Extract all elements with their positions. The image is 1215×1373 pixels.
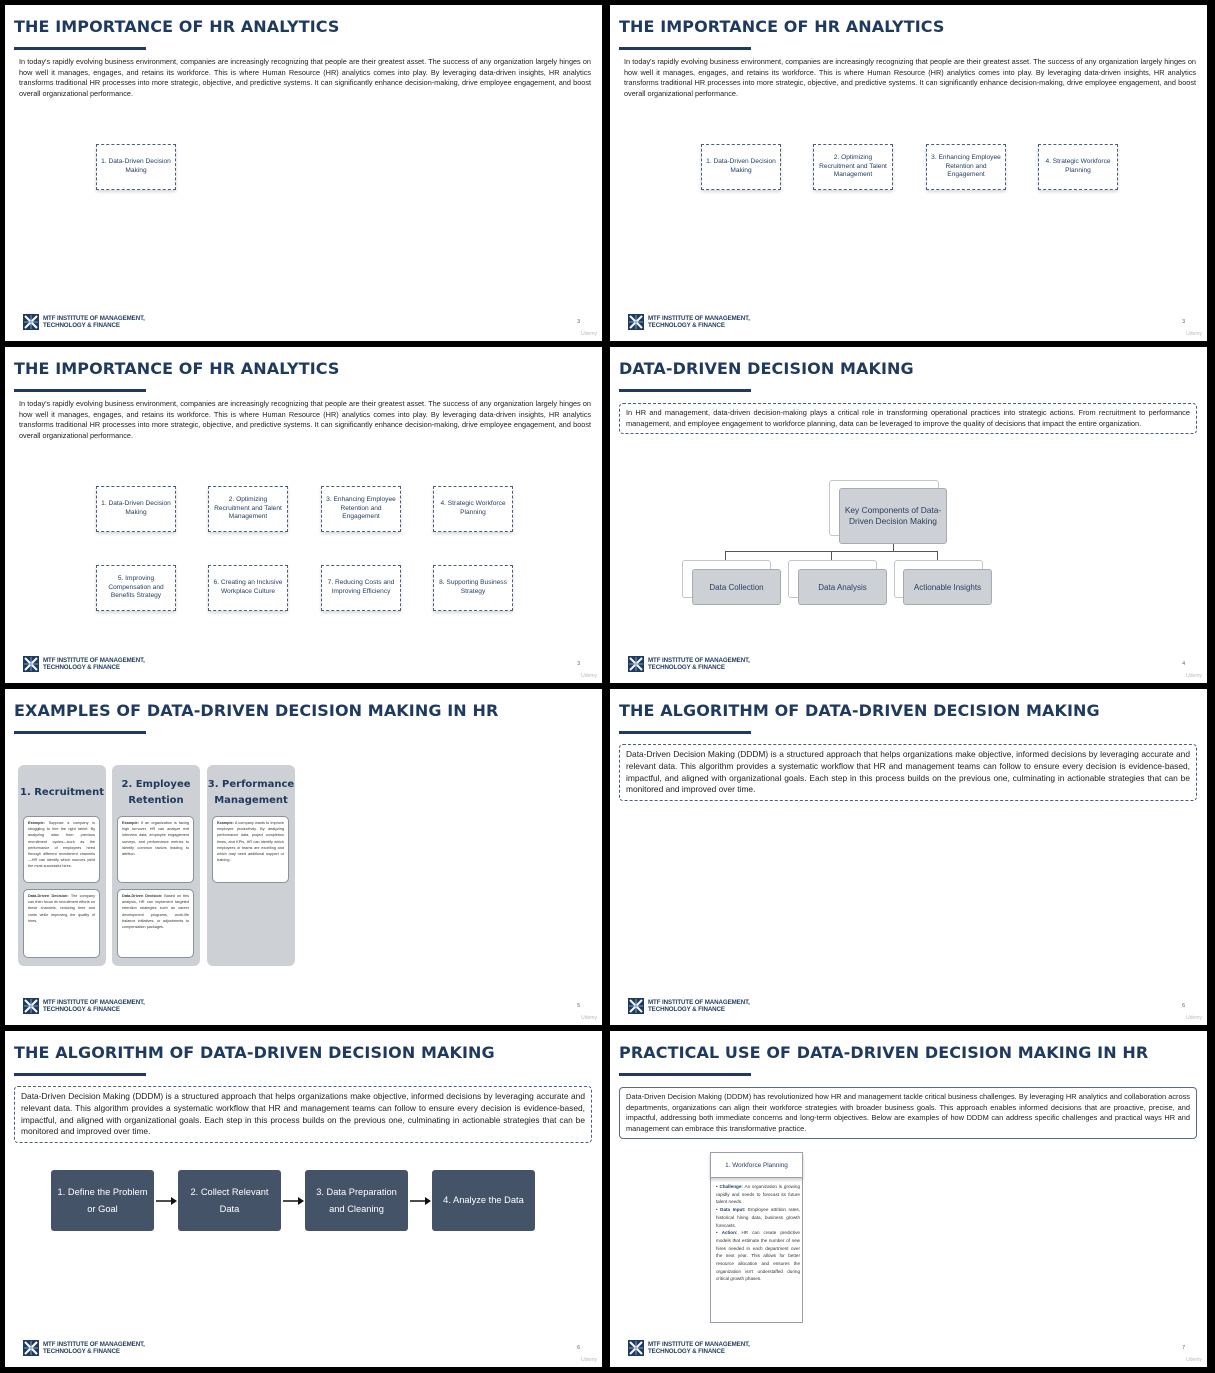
title-underline: [14, 731, 146, 734]
item-box: 6. Creating an Inclusive Workplace Culture: [208, 565, 288, 611]
item-box: 5. Improving Compensation and Benefits Strategy: [96, 565, 176, 611]
institute-logo: [628, 998, 750, 1014]
example-card: [23, 816, 100, 883]
card-text: Based on this analysis, HR can implement targeted retention strategies such as career development programs, work-life balance initiatives, or adjustments to compensation packages.: [122, 894, 189, 930]
child-node: Actionable Insights: [903, 569, 992, 605]
item-box: 7. Reducing Costs and Improving Efficiency: [321, 565, 401, 611]
challenge-label: Challenge:: [719, 1184, 743, 1189]
title-underline: [14, 47, 146, 50]
arrow-right-icon: [409, 1196, 433, 1206]
slide-intro: In today's rapidly evolving business environment, companies are increasingly recognizing that people are their greatest asset. The success of any organization largely hinges on how well it manages, engages, and retains its workforce. This is where Human Resource (HR) analytics comes into play. By leveraging data-driven insights, HR analytics transforms traditional HR processes into more strategic, objective, and predictive systems. It can significantly enhance decision-making, drive employee engagement, and boost overall organizational performance.: [19, 57, 591, 98]
page-number: 6: [1182, 1003, 1185, 1009]
example-column-recruitment: [18, 765, 106, 966]
slide-importance-2: [610, 5, 1207, 341]
slide-importance-1: [5, 5, 602, 341]
card-title: 1. Workforce Planning: [710, 1152, 803, 1178]
title-underline: [14, 1073, 146, 1076]
item-box: 1. Data-Driven Decision Making: [96, 486, 176, 532]
item-box: 2. Optimizing Recruitment and Talent Management: [813, 144, 893, 190]
item-box: 3. Enhancing Employee Retention and Engagement: [926, 144, 1006, 190]
logo-line2: TECHNOLOGY & FINANCE: [43, 664, 120, 671]
slide-intro: Data-Driven Decision Making (DDDM) has revolutionized how HR and management tackle critical business challenges. By leveraging HR analytics and collaboration across departments, organizations can align their workforce strategies with broader business goals. This approach enables informed decisions that are proactive, precise, and impactful, addressing both immediate concerns and long-term objectives. Below are examples of how DDDM can address specific challenges and practical ways HR and management can embrace this transformative practice.: [619, 1087, 1197, 1139]
item-box: 1. Data-Driven Decision Making: [96, 144, 176, 190]
slide-title: EXAMPLES OF DATA-DRIVEN DECISION MAKING IN HR: [14, 701, 499, 720]
title-underline: [619, 389, 751, 392]
watermark: Udemy: [1186, 331, 1202, 337]
logo-line1: MTF INSTITUTE OF MANAGEMENT,: [648, 998, 750, 1006]
slide-intro: In HR and management, data-driven decision-making plays a critical role in transforming operational practices into strategic actions. From recruitment to performance management, and employee engagement to workforce planning, data can be leveraged to improve the quality of decisions that impact the entire organization.: [619, 403, 1197, 434]
institute-logo-icon: [23, 1340, 39, 1356]
watermark: Udemy: [581, 1015, 597, 1021]
title-underline: [619, 731, 751, 734]
example-card: [212, 816, 289, 883]
institute-logo: [628, 656, 750, 672]
slide-title: THE IMPORTANCE OF HR ANALYTICS: [619, 17, 945, 36]
watermark: Udemy: [581, 673, 597, 679]
arrow-right-icon: [282, 1196, 306, 1206]
institute-logo-icon: [23, 314, 39, 330]
institute-logo: [628, 1340, 750, 1356]
logo-line1: MTF INSTITUTE OF MANAGEMENT,: [648, 314, 750, 322]
column-title: 3. Performance Management: [207, 779, 295, 806]
slide-algorithm-2: [5, 1031, 602, 1367]
action-label: Action:: [721, 1230, 738, 1236]
logo-line1: MTF INSTITUTE OF MANAGEMENT,: [43, 998, 145, 1006]
slide-title: THE ALGORITHM OF DATA-DRIVEN DECISION MAKING: [14, 1043, 495, 1062]
title-underline: [14, 389, 146, 392]
page-number: 7: [1182, 1345, 1185, 1351]
data-input-text: Employee attrition rates, historical hiring data, business growth forecasts.: [716, 1207, 800, 1228]
slide-intro: In today's rapidly evolving business environment, companies are increasingly recognizing that people are their greatest asset. The success of any organization largely hinges on how well it manages, engages, and retains its workforce. This is where Human Resource (HR) analytics comes into play. By leveraging data-driven insights, HR analytics transforms traditional HR processes into more strategic, objective, and predictive systems. It can significantly enhance decision-making, drive employee engagement, and boost overall organizational performance.: [624, 57, 1196, 98]
step-box: 1. Define the Problem or Goal: [51, 1170, 154, 1231]
title-underline: [619, 47, 751, 50]
institute-logo: [23, 656, 145, 672]
institute-logo: [23, 314, 145, 330]
watermark: Udemy: [581, 331, 597, 337]
slide-intro: In today's rapidly evolving business environment, companies are increasingly recognizing that people are their greatest asset. The success of any organization largely hinges on how well it manages, engages, and retains its workforce. This is where Human Resource (HR) analytics comes into play. By leveraging data-driven insights, HR analytics transforms traditional HR processes into more strategic, objective, and predictive systems. It can significantly enhance decision-making, drive employee engagement, and boost overall organizational performance.: [19, 399, 591, 440]
page-number: 3: [577, 661, 580, 667]
slide-data-driven-decision-making: [610, 347, 1207, 683]
logo-line2: TECHNOLOGY & FINANCE: [43, 322, 120, 329]
institute-logo-icon: [23, 998, 39, 1014]
watermark: Udemy: [581, 1357, 597, 1363]
card-label: Data-Driven Decision:: [28, 894, 69, 898]
example-column-retention: [112, 765, 200, 966]
step-box: 3. Data Preparation and Cleaning: [305, 1170, 408, 1231]
card-body: • Challenge: An organization is growing rapidly and needs to forecast its future talent needs. • Data Input: Employee attrition rates, historical hiring data, business growth forecasts. • Action: HR can create predictive models that estimate the number of new hires needed in each department over the next year. This allows for better resource allocation and ensures the organization isn't understaffed during critical growth phases.: [716, 1184, 801, 1282]
card-text: The company can then focus its recruitment efforts on these channels, reducing time and costs while improving the quality of hires.: [28, 894, 95, 923]
root-node: Key Components of Data-Driven Decision Making: [839, 488, 947, 544]
column-title: 2. Employee Retention: [121, 779, 191, 806]
slide-intro: Data-Driven Decision Making (DDDM) is a structured approach that helps organizations make objective, informed decisions by leveraging accurate and relevant data. This algorithm provides a systematic workflow that HR and management teams can follow to ensure every decision is evidence-based, impactful, and aligned with organizational goals. Each step in this process builds on the previous one, culminating in actionable strategies that can be monitored and improved over time.: [619, 744, 1197, 801]
logo-line2: TECHNOLOGY & FINANCE: [648, 1348, 725, 1355]
institute-logo-icon: [628, 1340, 644, 1356]
page-number: 6: [577, 1345, 580, 1351]
card-label: Example:: [122, 821, 139, 825]
logo-line2: TECHNOLOGY & FINANCE: [648, 1006, 725, 1013]
page-number: 3: [1182, 319, 1185, 325]
card-text: Suppose a company is struggling to hire the right talent. By analyzing data from previous recruitment cycles—such as the performance of employees hired through different recruitment channels—HR can identify which sources yield the most successful hires.: [28, 821, 95, 869]
step-box: 2. Collect Relevant Data: [178, 1170, 281, 1231]
arrow-right-icon: [155, 1196, 179, 1206]
logo-line2: TECHNOLOGY & FINANCE: [648, 664, 725, 671]
card-label: Data-Driven Decision:: [122, 894, 163, 898]
watermark: Udemy: [1186, 1015, 1202, 1021]
item-box: 8. Supporting Business Strategy: [433, 565, 513, 611]
card-label: Example:: [28, 821, 45, 825]
slide-algorithm-1: [610, 689, 1207, 1025]
slide-title: THE IMPORTANCE OF HR ANALYTICS: [14, 359, 340, 378]
watermark: Udemy: [1186, 673, 1202, 679]
item-box: 3. Enhancing Employee Retention and Engagement: [321, 486, 401, 532]
slide-examples: [5, 689, 602, 1025]
logo-line1: MTF INSTITUTE OF MANAGEMENT,: [43, 656, 145, 664]
logo-line2: TECHNOLOGY & FINANCE: [43, 1348, 120, 1355]
institute-logo: [628, 314, 750, 330]
card-label: Example:: [217, 821, 234, 825]
logo-line1: MTF INSTITUTE OF MANAGEMENT,: [43, 314, 145, 322]
page-number: 5: [577, 1003, 580, 1009]
logo-line1: MTF INSTITUTE OF MANAGEMENT,: [648, 656, 750, 664]
institute-logo: [23, 998, 145, 1014]
logo-line2: TECHNOLOGY & FINANCE: [43, 1006, 120, 1013]
decision-card: [117, 889, 194, 958]
card-text: A company wants to improve employee productivity. By analyzing performance data, project completion times, and KPIs, HR can identify which employees or teams are excelling and which may need additional support or training.: [217, 821, 284, 863]
slide-practical-use: [610, 1031, 1207, 1367]
example-column-performance: [207, 765, 295, 966]
challenge-text: An organization is growing rapidly and needs to forecast its future talent needs.: [716, 1184, 801, 1205]
item-box: 4. Strategic Workforce Planning: [433, 486, 513, 532]
logo-line1: MTF INSTITUTE OF MANAGEMENT,: [43, 1340, 145, 1348]
slide-importance-3: [5, 347, 602, 683]
institute-logo-icon: [628, 998, 644, 1014]
institute-logo-icon: [23, 656, 39, 672]
action-text: HR can create predictive models that estimate the number of new hires needed in each department over the next year. This allows for better resource allocation and ensures the organization isn't understaffed during critical growth phases.: [716, 1230, 800, 1282]
slide-intro: Data-Driven Decision Making (DDDM) is a structured approach that helps organizations make objective, informed decisions by leveraging accurate and relevant data. This algorithm provides a systematic workflow that HR and management teams can follow to ensure every decision is evidence-based, impactful, and aligned with organizational goals. Each step in this process builds on the previous one, culminating in actionable strategies that can be monitored and improved over time.: [14, 1086, 592, 1143]
slide-title: DATA-DRIVEN DECISION MAKING: [619, 359, 914, 378]
institute-logo: [23, 1340, 145, 1356]
slide-title: PRACTICAL USE OF DATA-DRIVEN DECISION MAKING IN HR: [619, 1043, 1149, 1062]
title-underline: [619, 1073, 751, 1076]
logo-line2: TECHNOLOGY & FINANCE: [648, 322, 725, 329]
child-node: Data Analysis: [798, 569, 887, 605]
column-title: 1. Recruitment: [19, 787, 104, 798]
institute-logo-icon: [628, 314, 644, 330]
example-card: [117, 816, 194, 883]
item-box: 2. Optimizing Recruitment and Talent Management: [208, 486, 288, 532]
slide-title: THE IMPORTANCE OF HR ANALYTICS: [14, 17, 340, 36]
item-box: 4. Strategic Workforce Planning: [1038, 144, 1118, 190]
child-node: Data Collection: [692, 569, 781, 605]
page-number: 4: [1182, 661, 1185, 667]
logo-line1: MTF INSTITUTE OF MANAGEMENT,: [648, 1340, 750, 1348]
card-text: If an organization is facing high turnover, HR can analyze exit interview data, employee engagement surveys, and performance metrics to identify common factors leading to attrition.: [122, 821, 189, 857]
page-number: 3: [577, 319, 580, 325]
slide-title: THE ALGORITHM OF DATA-DRIVEN DECISION MAKING: [619, 701, 1100, 720]
watermark: Udemy: [1186, 1357, 1202, 1363]
workforce-planning-card: [710, 1152, 803, 1323]
institute-logo-icon: [628, 656, 644, 672]
data-input-label: Data Input:: [720, 1207, 746, 1213]
step-box: 4. Analyze the Data: [432, 1170, 535, 1231]
decision-card: [23, 889, 100, 958]
item-box: 1. Data-Driven Decision Making: [701, 144, 781, 190]
